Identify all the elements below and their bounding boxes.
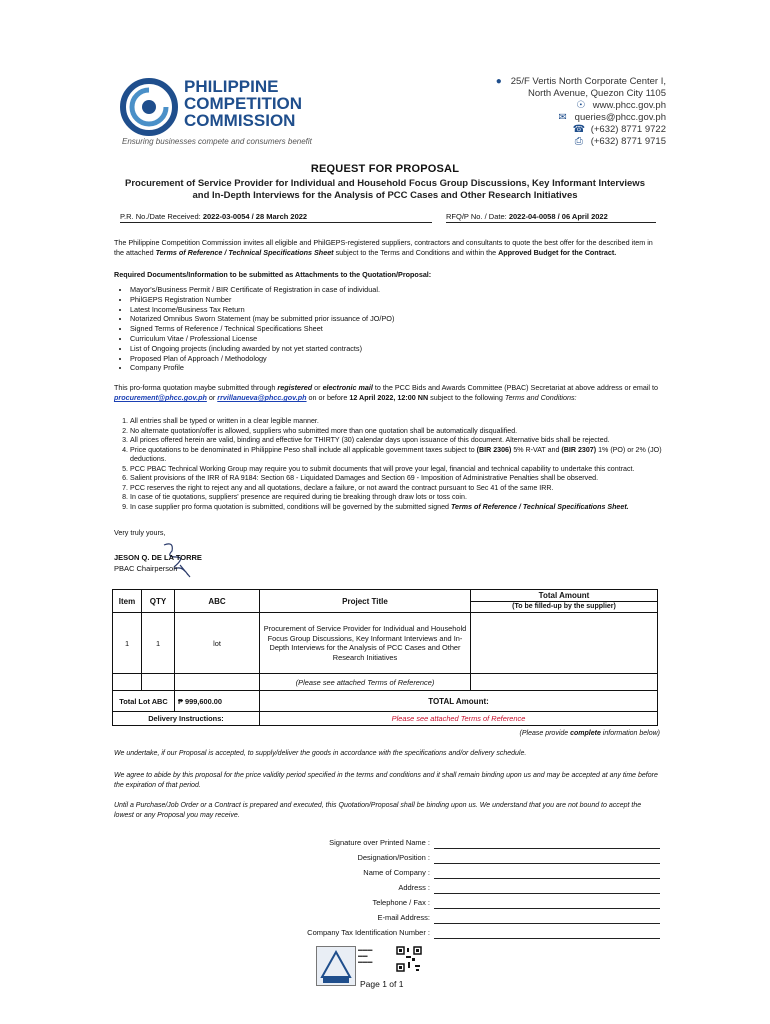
submission-electronic: electronic mail — [322, 383, 373, 392]
address-row — [493, 76, 666, 88]
term-9-tor: Terms of Reference / Technical Specifications Sheet. — [450, 502, 629, 511]
cell-see-tor: (Please see attached Terms of Reference) — [260, 674, 471, 691]
intro-text-2: subject to the Terms and Conditions and within the — [333, 248, 499, 257]
required-doc-item: • PhilGEPS Registration Number — [130, 295, 662, 305]
term-4-text-2: 5% R-VAT and — [511, 445, 562, 454]
submission-registered: registered — [277, 383, 313, 392]
table-row-delivery — [113, 712, 658, 726]
cell-total-lot-value: ₱ 999,600.00 — [175, 691, 260, 712]
rfp-table — [112, 589, 658, 726]
rfq-value: 2022-04-0058 / 06 April 2022 — [508, 212, 608, 221]
term-4-text-1: Price quotations to be denominated in Philippine Peso shall include all applicable government taxes subject to — [130, 445, 477, 454]
fax-row — [493, 136, 666, 148]
rfq-label: RFQ/P No. / Date: — [446, 212, 507, 221]
form-label-signature: Signature over Printed Name : — [329, 838, 430, 847]
header-item: Item — [113, 590, 142, 613]
form-label-address: Address : — [398, 883, 430, 892]
cell-unit: lot — [175, 613, 260, 674]
address-field[interactable] — [434, 893, 660, 894]
form-label-email: E-mail Address: — [377, 913, 430, 922]
address-line-1: 25/F Vertis North Corporate Center I, — [510, 76, 666, 87]
form-designation — [200, 853, 660, 865]
form-signature — [200, 838, 660, 850]
rfq-number — [446, 212, 608, 221]
intro-paragraph — [114, 238, 662, 258]
submission-text-2: to the PCC Bids and Awards Committee (PBAC) Secretariat at above address or email to — [372, 383, 659, 392]
rfq-underline — [446, 222, 656, 223]
term-2: 2. No alternate quotation/offer is allowed, suppliers who submitted more than one quotation shall be automatically disqualified. — [130, 427, 662, 437]
undertaking-2: We agree to abide by this proposal for the price validity period specified in the terms and conditions and it shall remain binding upon us and may be accepted at any time before the expiration of that period. — [114, 772, 658, 789]
header-qty: QTY — [142, 590, 175, 613]
intro-abc: Approved Budget for the Contract. — [498, 248, 617, 257]
required-doc-item: • Company Profile — [130, 363, 662, 373]
submission-deadline: 12 April 2022, 12:00 NN — [349, 393, 429, 402]
page-number: Page 1 of 1 — [360, 979, 404, 989]
intro-tor: Terms of Reference / Technical Specifications Sheet — [155, 248, 334, 257]
signatory-title: PBAC Chairperson — [114, 564, 178, 573]
cell-empty-2 — [142, 674, 175, 691]
email-field[interactable] — [434, 923, 660, 924]
provide-note-2: information below) — [600, 730, 660, 737]
website-row — [493, 100, 666, 112]
form-email — [200, 913, 660, 925]
undertaking-1: We undertake, if our Proposal is accepted, to supply/deliver the goods in accordance with the specifications and/or delivery schedule. — [114, 750, 527, 757]
closing-text: Very truly yours, — [114, 528, 166, 537]
header-abc: ABC — [175, 590, 260, 613]
address-line-2: North Avenue, Quezon City 1105 — [527, 88, 666, 99]
telephone-field[interactable] — [434, 908, 660, 909]
required-doc-item: • List of Ongoing projects (including awarded by not yet started contracts) — [130, 344, 662, 354]
provide-note-1: (Please provide — [519, 730, 571, 737]
envelope-icon: ✉ — [558, 112, 567, 123]
pr-value: 2022-03-0054 / 28 March 2022 — [202, 212, 308, 221]
term-3: 3. All prices offered herein are valid, binding and effective for THIRTY (30) calendar days upon issuance of this document. Alternative bids shall be rejected. — [130, 436, 662, 446]
cert-triangle-icon — [317, 947, 355, 985]
header-amount-note: (To be filled-up by the supplier) — [471, 601, 658, 613]
designation-field[interactable] — [434, 863, 660, 864]
submission-paragraph — [114, 383, 662, 403]
fax-text: (+632) 8771 9715 — [590, 136, 666, 147]
cell-amount-input-2[interactable] — [471, 674, 658, 691]
cell-total-lot-label: Total Lot ABC — [113, 691, 175, 712]
location-pin-icon: ● — [495, 76, 502, 87]
cell-qty: 1 — [142, 613, 175, 674]
form-company — [200, 868, 660, 880]
cell-delivery-label: Delivery Instructions: — [113, 712, 260, 726]
submission-text-1: This pro-forma quotation maybe submitted through — [114, 383, 278, 392]
document-title: REQUEST FOR PROPOSAL — [310, 163, 460, 175]
email-row — [493, 112, 666, 124]
header-total-amount: Total Amount — [471, 590, 658, 602]
term-4-text-3: 1% (PO) or 2% (JO) deductions. — [130, 445, 662, 463]
logo-wordmark — [184, 78, 302, 129]
term-6: 6. Salient provisions of the IRR of RA 9184: Section 68 - Liquidated Damages and Section 69 - Imposition of Administrative Penalties shall be observed. — [130, 474, 662, 484]
intro-text-1: The Philippine Competition Commission invites all eligible and PhilGEPS-registered suppliers, contractors and consultants to quote the best offer for the described item in the attached — [114, 238, 653, 257]
form-label-designation: Designation/Position : — [357, 853, 430, 862]
submission-text-3: on or before — [306, 393, 350, 402]
required-doc-item: • Notarized Omnibus Sworn Statement (may be submitted prior issuance of JO/PO) — [130, 314, 662, 324]
pr-label: P.R. No./Date Received: — [120, 212, 201, 221]
certification-badge-icon — [316, 946, 356, 986]
villanueva-email-link[interactable]: rrvillanueva@phcc.gov.ph — [217, 393, 307, 402]
logo-line-1: PHILIPPINE — [184, 77, 279, 96]
terms-list — [114, 417, 662, 512]
form-address — [200, 883, 660, 895]
email-text[interactable]: queries@phcc.gov.ph — [574, 112, 666, 123]
term-4-bir2307: (BIR 2307) — [561, 445, 597, 454]
cert-caption: ▬▬▬ ▬▬ ▬▬▬ — [358, 948, 373, 965]
required-doc-item: • Curriculum Vitae / Professional License — [130, 334, 662, 344]
submission-tc: Terms and Conditions: — [504, 393, 577, 402]
term-4 — [130, 446, 662, 465]
form-label-telephone: Telephone / Fax : — [372, 898, 430, 907]
term-9-text: In case supplier pro forma quotation is submitted, conditions will be governed by the submitted signed — [130, 502, 451, 511]
table-row — [113, 613, 658, 674]
term-9 — [130, 503, 662, 513]
cell-project-title: Procurement of Service Provider for Individual and Household Focus Group Discussions, Key Informant Interviews and In-Depth Interviews for the Analysis of PCC Cases and Other Research Initiatives — [260, 613, 471, 674]
cell-empty-3 — [175, 674, 260, 691]
term-4-bir2306: (BIR 2306) — [476, 445, 512, 454]
website-text[interactable]: www.phcc.gov.ph — [592, 100, 666, 111]
fax-icon: ⎙ — [574, 136, 583, 147]
submission-text-4: subject to the following — [428, 393, 505, 402]
provide-note — [114, 729, 660, 739]
form-tin — [200, 928, 660, 940]
signatory-name: JESON Q. DE LA TORRE — [114, 553, 202, 562]
provide-note-complete: complete — [570, 730, 601, 737]
required-doc-item: • Mayor's/Business Permit / BIR Certificate of Registration in case of individual. — [130, 285, 662, 295]
submission-or-2: or — [206, 393, 218, 402]
cell-amount-input[interactable] — [471, 613, 658, 674]
tagline: Ensuring businesses compete and consumers benefit — [122, 137, 312, 146]
required-doc-item: • Signed Terms of Reference / Technical Specifications Sheet — [130, 324, 662, 334]
tin-field[interactable] — [434, 938, 660, 939]
phone-row — [493, 124, 666, 136]
form-label-company: Name of Company : — [363, 868, 430, 877]
signature-field[interactable] — [434, 848, 660, 849]
pr-underline — [120, 222, 432, 223]
header-project-title: Project Title — [260, 590, 471, 613]
required-doc-item: • Latest Income/Business Tax Return — [130, 305, 662, 315]
table-header-row — [113, 590, 658, 602]
required-doc-item: • Proposed Plan of Approach / Methodology — [130, 354, 662, 364]
address-row-2 — [493, 88, 666, 100]
logo-line-2: COMPETITION — [184, 94, 303, 113]
form-label-tin: Company Tax Identification Number : — [307, 928, 430, 937]
procurement-email-link[interactable]: procurement@phcc.gov.ph — [114, 393, 207, 402]
form-telephone — [200, 898, 660, 910]
phone-icon: ☎ — [572, 124, 586, 135]
pr-number — [120, 212, 307, 221]
globe-icon: ☉ — [576, 100, 586, 111]
required-docs-list — [114, 285, 662, 373]
phone-text: (+632) 8771 9722 — [590, 124, 666, 135]
cell-item: 1 — [113, 613, 142, 674]
qr-code-icon — [396, 946, 422, 972]
logo-line-3: COMMISSION — [184, 111, 296, 130]
term-1: 1. All entries shall be typed or written in a clear legible manner. — [130, 417, 662, 427]
cell-empty-1 — [113, 674, 142, 691]
term-8: 8. In case of tie quotations, suppliers' presence are required during tie breaking through draw lots or toss coin. — [130, 493, 662, 503]
term-5: 5. PCC PBAC Technical Working Group may require you to submit documents that will prove your legal, financial and technical capability to undertake this contract. — [130, 465, 662, 475]
submission-or-1: or — [312, 383, 323, 392]
cell-delivery-value: Please see attached Terms of Reference — [260, 712, 658, 726]
pcc-logo-icon — [120, 78, 178, 136]
undertaking-3: Until a Purchase/Job Order or a Contract is prepared and executed, this Quotation/Proposal shall be binding upon us. We understand that you are not bound to accept the lowest or any Proposal you may receive. — [114, 802, 642, 819]
contact-block — [493, 76, 666, 148]
cell-total-amount-label: TOTAL Amount: — [260, 691, 658, 712]
required-docs-header: Required Documents/Information to be submitted as Attachments to the Quotation/Proposal: — [114, 270, 432, 279]
table-row-see-tor — [113, 674, 658, 691]
company-field[interactable] — [434, 878, 660, 879]
document-subtitle: Procurement of Service Provider for Individual and Household Focus Group Discussions, Key Informant Interviews and In-Depth Interviews for the Analysis of PCC Cases and Other Research Initiatives — [125, 178, 645, 201]
term-7: 7. PCC reserves the right to reject any and all quotations, declare a failure, or not award the contract pursuant to Sec 41 of the same IRR. — [130, 484, 662, 494]
table-row-total — [113, 691, 658, 712]
